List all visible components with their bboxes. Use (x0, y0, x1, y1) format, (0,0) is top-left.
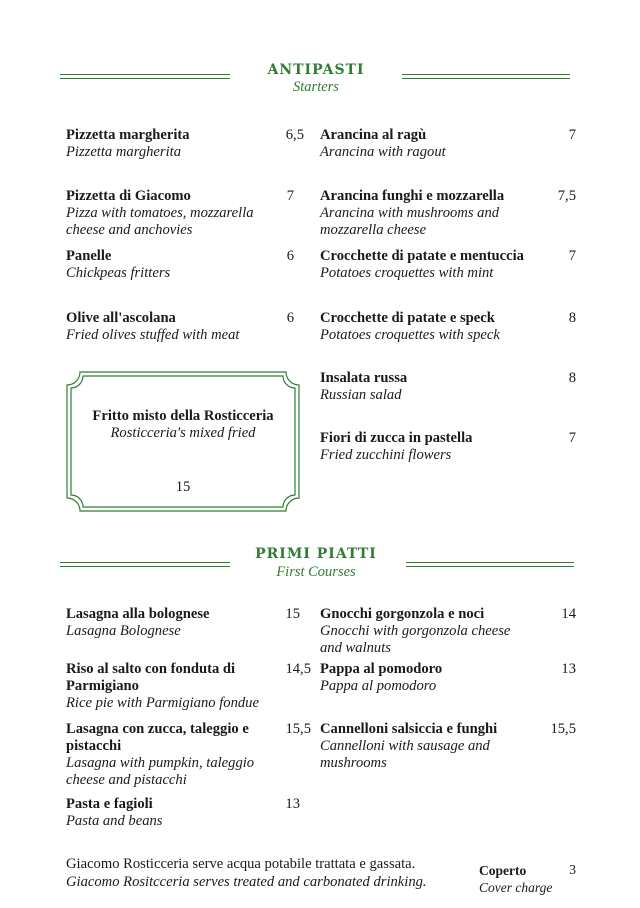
item-price: 6,5 (285, 127, 304, 143)
menu-item (320, 370, 545, 404)
item-desc: Lasagna Bolognese (66, 623, 181, 639)
item-desc: Rice pie with Parmigiano fondue (66, 695, 259, 711)
featured-item-name: Fritto misto della Rosticceria (92, 408, 274, 424)
water-note-it: Giacomo Rosticceria serve acqua potabile trattata e gassata. (66, 856, 416, 872)
item-name: Crocchette di patate e speck (320, 310, 495, 326)
menu-item (320, 188, 545, 239)
menu-item (320, 127, 545, 161)
cover-charge-desc: Cover charge (479, 880, 553, 895)
item-price: 7 (568, 430, 576, 446)
featured-item-box (66, 371, 300, 512)
menu-item (320, 310, 545, 344)
item-price: 6 (286, 248, 294, 264)
item-desc: Russian salad (320, 387, 402, 403)
antipasti-subtitle: Starters (293, 79, 339, 95)
item-name: Panelle (66, 248, 112, 264)
item-desc: Fried zucchini flowers (320, 447, 452, 463)
item-name: Pizzetta margherita (66, 127, 190, 143)
item-name: Pizzetta di Giacomo (66, 188, 191, 204)
item-price: 13 (561, 661, 576, 677)
menu-item (320, 430, 545, 464)
item-desc: Cannelloni with sausage and mushrooms (320, 738, 490, 771)
primi-rule-left (60, 562, 230, 567)
antipasti-title: ANTIPASTI (267, 62, 365, 78)
menu-item (320, 606, 530, 657)
item-price: 14,5 (285, 661, 311, 677)
menu-item (320, 721, 530, 772)
item-name: Insalata russa (320, 370, 408, 386)
menu-item (66, 721, 276, 789)
antipasti-rule-left (60, 74, 230, 79)
menu-item (66, 188, 276, 239)
item-name: Arancina funghi e mozzarella (320, 188, 505, 204)
menu-item (66, 310, 276, 344)
item-desc: Chickpeas fritters (66, 265, 171, 281)
item-desc: Potatoes croquettes with speck (320, 327, 500, 343)
primi-subtitle: First Courses (276, 564, 356, 580)
featured-item-desc: Rosticceria's mixed fried (110, 425, 256, 441)
item-price: 7 (568, 248, 576, 264)
primi-title: PRIMI PIATTI (255, 546, 377, 562)
item-price: 7,5 (557, 188, 576, 204)
item-desc: Fried olives stuffed with meat (66, 327, 240, 343)
item-name: Lasagna con zucca, taleggio e pistacchi (66, 721, 249, 754)
item-name: Lasagna alla bolognese (66, 606, 210, 622)
menu-item (66, 248, 276, 282)
item-name: Crocchette di patate e mentuccia (320, 248, 524, 264)
menu-item (66, 127, 276, 161)
item-price: 8 (568, 370, 576, 386)
item-desc: Gnocchi with gorgonzola cheese and walnuts (320, 623, 511, 656)
item-price: 15,5 (285, 721, 311, 737)
item-desc: Pasta and beans (66, 813, 163, 829)
cover-charge-price: 3 (569, 862, 576, 877)
cover-charge-name: Coperto (479, 863, 527, 878)
item-name: Arancina al ragù (320, 127, 427, 143)
item-name: Pasta e fagioli (66, 796, 153, 812)
item-name: Pappa al pomodoro (320, 661, 443, 677)
item-price: 8 (568, 310, 576, 326)
primi-rule-right (406, 562, 574, 567)
item-name: Olive all'ascolana (66, 310, 176, 326)
item-name: Riso al salto con fonduta di Parmigiano (66, 661, 236, 694)
item-price: 14 (561, 606, 576, 622)
menu-item (320, 248, 545, 282)
featured-item-price: 15 (175, 479, 191, 495)
menu-item (66, 606, 276, 640)
item-desc: Arancina with mushrooms and mozzarella cheese (320, 205, 500, 238)
item-price: 7 (286, 188, 294, 204)
menu-item (66, 796, 276, 830)
item-name: Cannelloni salsiccia e funghi (320, 721, 498, 737)
item-price: 15 (285, 606, 300, 622)
water-note-en: Giacomo Rositcceria serves treated and carbonated drinking. (66, 873, 427, 890)
item-name: Fiori di zucca in pastella (320, 430, 473, 446)
item-price: 15,5 (550, 721, 576, 737)
item-desc: Lasagna with pumpkin, taleggio cheese and pistacchi (66, 755, 255, 788)
item-price: 7 (568, 127, 576, 143)
item-desc: Pappa al pomodoro (320, 678, 437, 694)
item-name: Gnocchi gorgonzola e noci (320, 606, 485, 622)
item-desc: Pizzetta margherita (66, 144, 181, 160)
water-note (66, 856, 427, 891)
item-price: 13 (285, 796, 300, 812)
menu-item (320, 661, 530, 695)
item-desc: Potatoes croquettes with mint (320, 265, 494, 281)
item-price: 6 (286, 310, 294, 326)
item-desc: Arancina with ragout (320, 144, 446, 160)
antipasti-rule-right (402, 74, 570, 79)
menu-item (66, 661, 276, 712)
item-desc: Pizza with tomatoes, mozzarella cheese and anchovies (66, 205, 254, 238)
